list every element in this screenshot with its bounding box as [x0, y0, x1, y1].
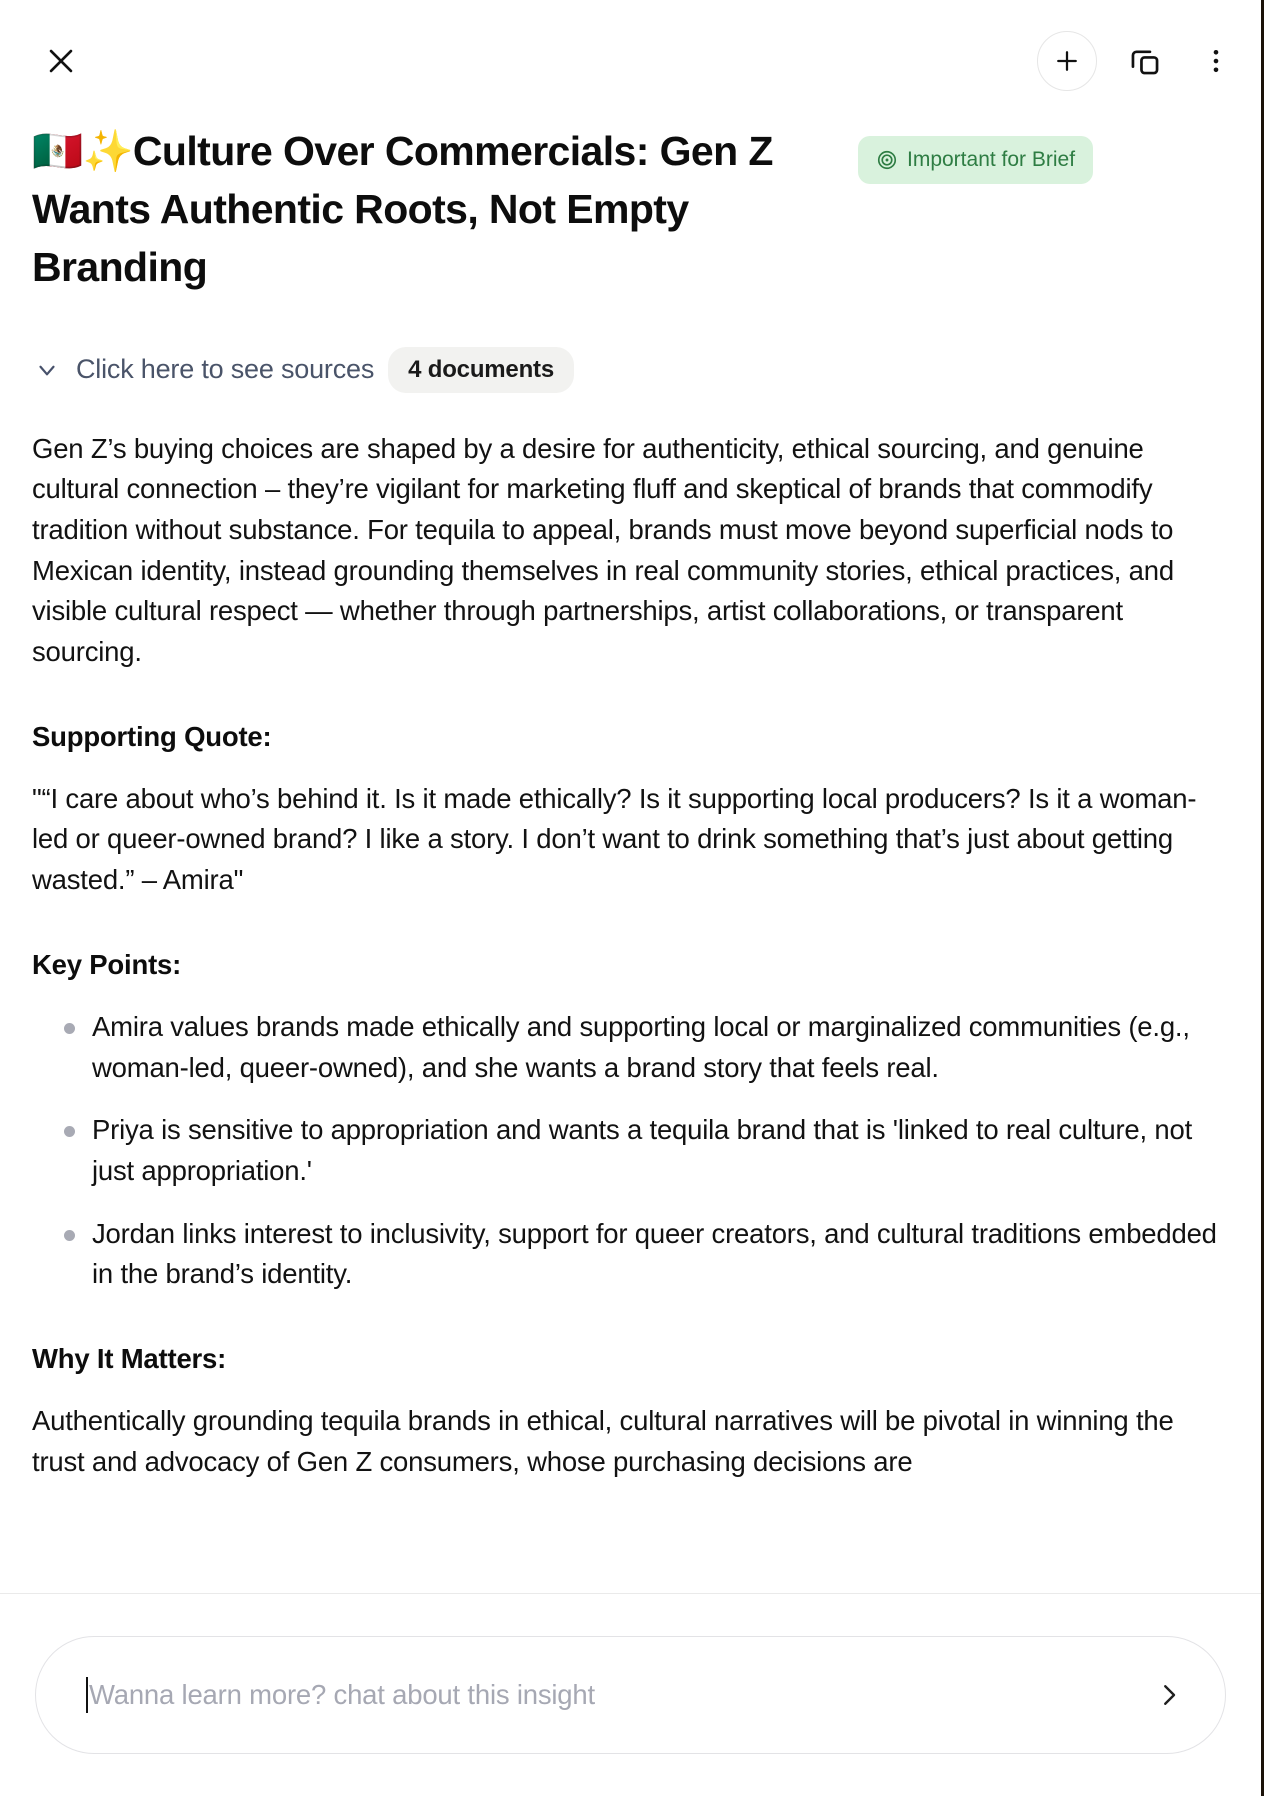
list-item: Jordan links interest to inclusivity, support for queer creators, and cultural traditions embedded in the brand’s identity. [32, 1214, 1229, 1295]
sources-count-badge: 4 documents [388, 347, 574, 393]
top-toolbar [0, 0, 1261, 122]
close-icon[interactable] [32, 32, 90, 90]
why-it-matters-heading: Why It Matters: [32, 1342, 227, 1374]
list-item: Priya is sensitive to appropriation and wants a tequila brand that is 'linked to real culture, not just appropriation.' [32, 1110, 1229, 1191]
target-icon [876, 149, 898, 171]
toolbar-actions [1037, 31, 1239, 91]
copy-icon[interactable] [1117, 33, 1173, 89]
supporting-quote-text: "“I care about who’s behind it. Is it made ethically? Is it supporting local producers? Is it a woman-led or queer-owned brand? I like a story. I don’t want to drink something that’s just about getting wasted.” – Amira" [32, 782, 1197, 896]
why-it-matters-text: Authentically grounding tequila brands in ethical, cultural narratives will be pivotal in winning the trust and advocacy of Gen Z consumers, whose purchasing decisions are [32, 1404, 1174, 1477]
chevron-right-icon[interactable] [1147, 1673, 1191, 1717]
supporting-quote-heading: Supporting Quote: [32, 720, 272, 752]
summary-paragraph: Gen Z’s buying choices are shaped by a desire for authenticity, ethical sourcing, and genuine cultural connection – they’re vigilant for marketing fluff and skeptical of brands that commodify tradition without substance. For tequila to appeal, brands must move beyond superficial nods to Mexican identity, instead grounding themselves in real community stories, ethical practices, and visible cultural respect — whether through partnerships, artist collaborations, or transparent sourcing. [32, 432, 1174, 668]
title-row [32, 122, 1229, 297]
key-points-list [32, 1007, 1229, 1295]
sources-toggle-label: Click here to see sources [76, 354, 375, 385]
status-badge-label: Important for Brief [907, 148, 1076, 171]
list-item: Amira values brands made ethically and supporting local or marginalized communities (e.g., woman-led, queer-owned), and she wants a brand story that feels real. [32, 1007, 1229, 1088]
insight-content-scroll[interactable] [0, 122, 1261, 1593]
sources-toggle[interactable] [32, 347, 574, 393]
status-badge [858, 136, 1093, 184]
kebab-menu-icon[interactable] [1193, 33, 1239, 89]
chevron-down-icon [32, 355, 62, 385]
chat-input-container[interactable] [35, 1636, 1226, 1754]
chat-footer [0, 1593, 1261, 1796]
page-title: 🇲🇽✨Culture Over Commercials: Gen Z Wants Authentic Roots, Not Empty Branding [32, 128, 773, 291]
plus-icon[interactable] [1037, 31, 1097, 91]
chat-input[interactable] [88, 1679, 1147, 1711]
key-points-heading: Key Points: [32, 948, 182, 980]
